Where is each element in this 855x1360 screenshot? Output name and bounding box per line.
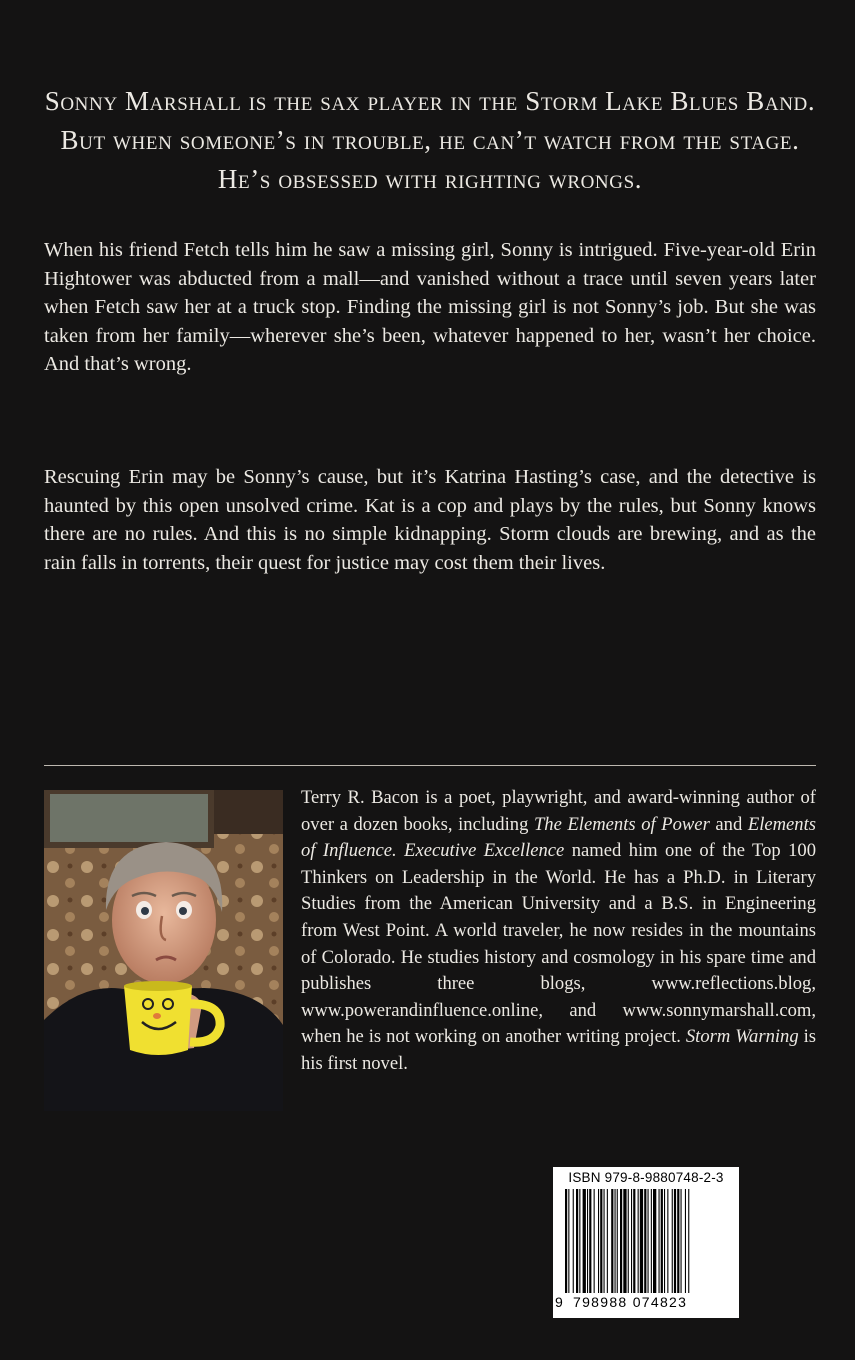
bio-text-5: is his first novel.	[301, 1026, 816, 1074]
barcode-bar	[604, 1189, 605, 1293]
barcode-bar	[628, 1189, 629, 1293]
bio-text-2: and	[709, 813, 748, 835]
isbn-barcode	[553, 1167, 739, 1318]
barcode-bar	[623, 1189, 626, 1293]
book-title-elements-of-power: The Elements of Power	[533, 813, 710, 835]
barcode-lead-digit: 9	[555, 1294, 565, 1310]
barcode-number: 798988 074823	[573, 1294, 688, 1310]
barcode-bar	[664, 1189, 665, 1293]
barcode-bar	[681, 1189, 682, 1293]
barcode-bar	[648, 1189, 649, 1293]
barcode-bar	[615, 1189, 616, 1293]
barcode-bar	[587, 1189, 588, 1293]
barcode-bar	[651, 1189, 652, 1293]
barcode-bar	[644, 1189, 646, 1293]
barcode-bar	[589, 1189, 591, 1293]
barcode-bar	[600, 1189, 602, 1293]
blurb-paragraph-1: When his friend Fetch tells him he saw a missing girl, Sonny is intrigued. Five-year-old Erin Hightower was abducted from a mall—and vanished without a trace until seven years later when Fetch saw her at a truck stop. Finding the missing girl is not Sonny’s job. But she was taken from her family—wherever she’s been, whatever happened to her, wasn’t her choice. And that’s wrong.	[44, 239, 816, 375]
barcode-bar	[672, 1189, 673, 1293]
barcode-bar	[677, 1189, 679, 1293]
barcode-bar	[653, 1189, 656, 1293]
isbn-label: ISBN 979-8-9880748-2-3	[568, 1170, 724, 1185]
barcode-bar	[598, 1189, 599, 1293]
blurb-paragraph-2: Rescuing Erin may be Sonny’s cause, but it’s Katrina Hasting’s case, and the detective is haunted by this open unsolved crime. Kat is a cop and plays by the rules, but Sonny knows there are no rules. And this is no simple kidnapping. Storm clouds are brewing, and as the rain falls in torrents, their quest for justice may cost them their lives.	[44, 466, 816, 574]
author-photo-illustration	[44, 790, 283, 1111]
barcode-bar	[674, 1189, 676, 1293]
publication-name: Executive Excellence	[404, 840, 565, 862]
barcode-bar	[565, 1189, 567, 1293]
barcode-bars	[563, 1189, 729, 1293]
novel-title: Storm Warning	[685, 1026, 799, 1048]
barcode-bar	[611, 1189, 613, 1293]
bio-text-4: named him one of the Top 100 Thinkers on Leadership in the World. He has a Ph.D. in Literary Studies from the American University and a B.S. in Engineering from West Point. A world traveler, he now resides in the mountains of Colorado. He studies history and cosmology in his spare time and publishes three blogs, www.reflections.blog, www.powerandinfluence.online, and www.sonnymarshall.com, when he is not working on another writing project.	[301, 840, 816, 1048]
barcode-bar	[583, 1189, 586, 1293]
book-title-elements-of-influence: Elements of Influence.	[301, 813, 816, 862]
barcode-bar	[594, 1189, 595, 1293]
barcode-bar	[607, 1189, 608, 1293]
barcode-bar	[579, 1189, 580, 1293]
barcode-bar	[573, 1189, 574, 1293]
barcode-bar	[620, 1189, 622, 1293]
barcode-bar	[685, 1189, 686, 1293]
barcode-bar	[568, 1189, 569, 1293]
barcode-bar	[576, 1189, 578, 1293]
barcode-bar	[688, 1189, 689, 1293]
barcode-bar	[659, 1189, 660, 1293]
tagline: Sonny Marshall is the sax player in the Storm Lake Blues Band. But when someone’s in trouble, he can’t watch from the stage. He’s obsessed with righting wrongs.	[44, 86, 816, 194]
author-bio	[301, 785, 816, 1078]
barcode-bar	[667, 1189, 668, 1293]
barcode-bar	[640, 1189, 643, 1293]
barcode-bar	[631, 1189, 632, 1293]
barcode-bar	[661, 1189, 663, 1293]
bio-text-3	[397, 840, 404, 861]
barcode-bar	[633, 1189, 635, 1293]
barcode-bar	[638, 1189, 639, 1293]
bio-text-1: Terry R. Bacon is a poet, playwright, and award-winning author of over a dozen books, including	[301, 787, 816, 835]
author-photo	[44, 790, 283, 1111]
barcode-bar	[617, 1189, 618, 1293]
divider	[44, 765, 816, 766]
